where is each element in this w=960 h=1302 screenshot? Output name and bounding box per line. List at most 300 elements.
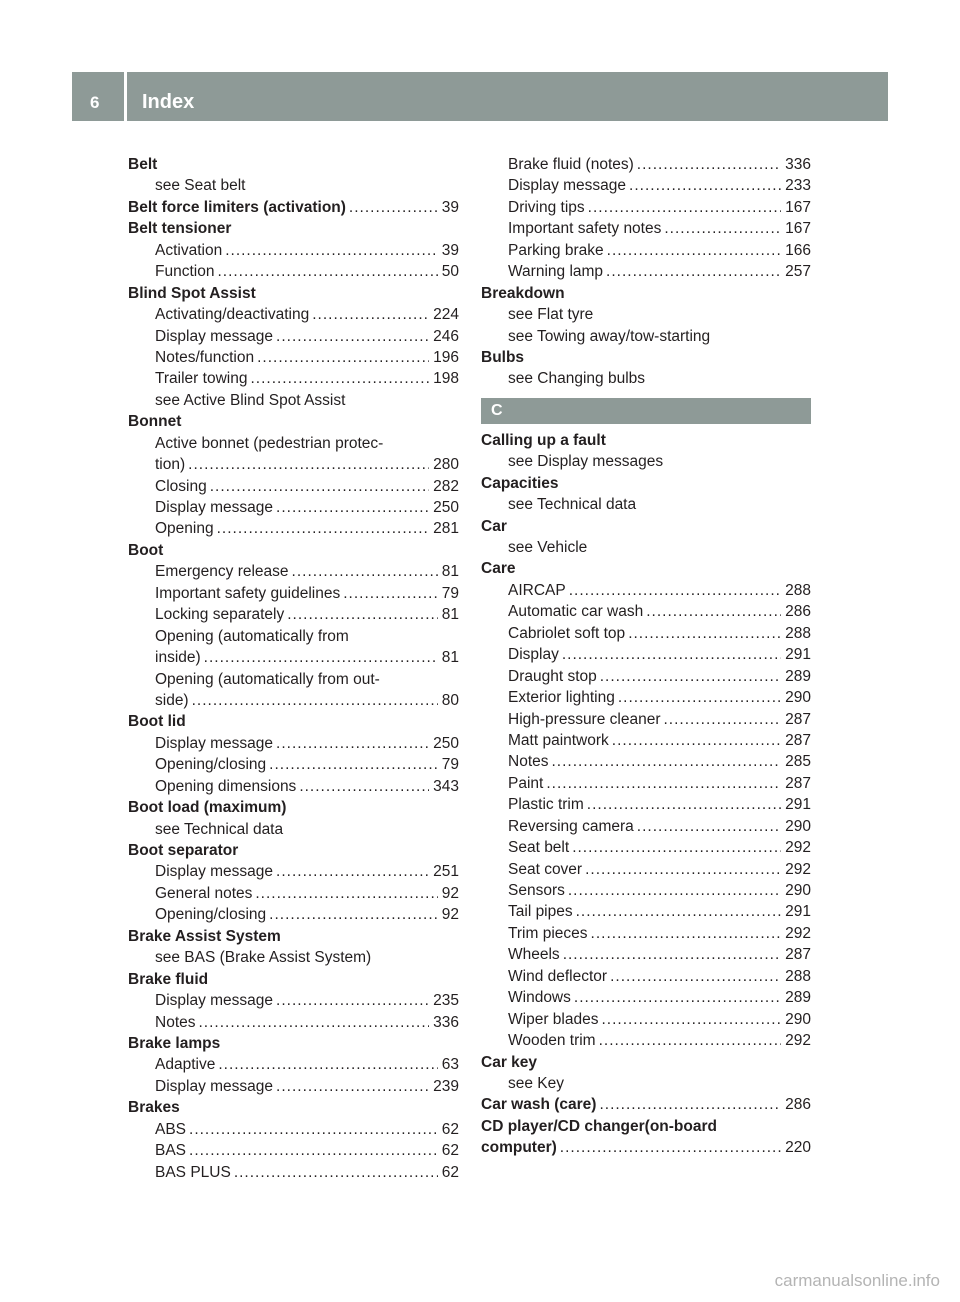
entry-label: Sensors — [508, 882, 565, 899]
entry-label: High-pressure cleaner — [508, 710, 661, 728]
page-reference[interactable]: 287 — [785, 731, 811, 749]
index-heading — [481, 1116, 811, 1137]
entry-label: side) — [155, 691, 189, 709]
dot-leader — [257, 347, 429, 368]
entry-label: Display — [508, 646, 559, 664]
index-subentry[interactable] — [481, 666, 811, 687]
index-subentry[interactable] — [128, 647, 459, 668]
index-subentry[interactable] — [481, 1030, 811, 1051]
entry-label: see Vehicle — [508, 539, 588, 556]
dot-leader — [210, 476, 429, 497]
dot-leader — [217, 261, 437, 282]
entry-label: Calling up a fault — [481, 431, 606, 449]
dot-leader — [276, 861, 429, 882]
page-reference[interactable]: 290 — [785, 817, 811, 835]
entry-label: Locking separately — [155, 606, 285, 624]
dot-leader — [612, 730, 781, 751]
entry-label: Car — [481, 517, 507, 535]
page-reference[interactable]: 288 — [785, 967, 811, 985]
index-heading — [128, 283, 459, 304]
entry-label: Plastic trim — [508, 796, 584, 814]
index-subentry[interactable] — [128, 476, 459, 497]
entry-label: Parking brake — [508, 241, 604, 259]
page-reference[interactable]: 292 — [785, 924, 811, 942]
index-subentry[interactable] — [128, 1140, 459, 1161]
entry-label: Notes/function — [155, 348, 255, 366]
section-letter-header: C — [481, 398, 811, 424]
entry-label: Driving tips — [508, 198, 585, 216]
dot-leader — [587, 794, 781, 815]
index-subentry[interactable] — [481, 816, 811, 837]
dot-leader — [292, 561, 438, 582]
dot-leader — [646, 601, 781, 622]
page-reference[interactable]: 246 — [433, 327, 459, 345]
index-subentry[interactable] — [481, 880, 811, 901]
entry-label: Wind deflector — [508, 967, 608, 985]
header-divider — [124, 72, 127, 121]
entry-label: see BAS (Brake Assist System) — [155, 949, 372, 967]
dot-leader — [276, 733, 429, 754]
dot-leader — [637, 816, 781, 837]
index-heading — [128, 1097, 459, 1118]
page-reference[interactable]: 290 — [785, 882, 811, 899]
index-subentry[interactable] — [481, 944, 811, 965]
entry-label: Bonnet — [128, 413, 182, 431]
dot-leader — [225, 240, 438, 261]
index-subentry[interactable] — [481, 751, 811, 772]
index-subentry[interactable] — [481, 261, 811, 282]
index-subentry[interactable] — [481, 837, 811, 858]
index-subentry[interactable] — [128, 883, 459, 904]
dot-leader — [192, 690, 438, 711]
dot-leader — [629, 175, 781, 196]
entry-label: Activating/deactivating — [155, 306, 310, 324]
dot-leader — [610, 966, 781, 987]
page-reference[interactable]: 336 — [785, 156, 811, 173]
page-reference[interactable]: 289 — [785, 989, 811, 1007]
index-subentry[interactable] — [481, 923, 811, 944]
dot-leader — [189, 1119, 438, 1140]
entry-label: see Display messages — [508, 453, 664, 471]
dot-leader — [600, 666, 781, 687]
dot-leader — [576, 901, 782, 922]
entry-label: Emergency release — [155, 563, 289, 581]
index-heading — [481, 283, 811, 304]
entry-label: Brake fluid — [128, 970, 209, 988]
page-reference[interactable]: 198 — [433, 370, 459, 388]
dot-leader — [276, 497, 429, 518]
page-reference[interactable]: 280 — [433, 456, 459, 474]
entry-label: Important safety guidelines — [155, 584, 341, 602]
entry-label: CD player/CD changer(on-board — [481, 1117, 717, 1135]
page-reference[interactable]: 196 — [433, 348, 459, 366]
dot-leader — [599, 1094, 781, 1115]
entry-label: Care — [481, 560, 516, 578]
page-reference[interactable]: 251 — [433, 863, 459, 881]
entry-label: Tail pipes — [508, 903, 573, 921]
index-column-right — [481, 154, 811, 1159]
dot-leader — [299, 776, 429, 797]
dot-leader — [618, 687, 781, 708]
entry-label: Car wash (care) — [481, 1096, 597, 1114]
entry-label: Opening (automatically from out- — [155, 670, 380, 688]
entry-label: Exterior lighting — [508, 689, 615, 707]
page-reference[interactable]: 62 — [441, 1120, 459, 1138]
entry-label: Boot separator — [128, 842, 239, 859]
index-heading — [481, 473, 811, 494]
entry-label: see Changing bulbs — [508, 370, 646, 388]
page-reference[interactable]: 235 — [433, 992, 459, 1010]
entry-label: Trim pieces — [508, 924, 588, 942]
page-reference[interactable]: 81 — [441, 606, 459, 624]
index-heading — [128, 840, 459, 861]
index-subentry — [128, 175, 459, 196]
index-subentry[interactable] — [481, 794, 811, 815]
page-reference[interactable]: 81 — [441, 649, 459, 667]
entry-label: Opening — [155, 520, 214, 538]
entry-label: Matt paintwork — [508, 731, 609, 749]
entry-label: Wiper blades — [508, 1010, 599, 1028]
page-reference[interactable]: 233 — [785, 177, 811, 195]
dot-leader — [628, 623, 781, 644]
index-heading — [128, 411, 459, 432]
index-subentry[interactable] — [128, 733, 459, 754]
entry-label: Capacities — [481, 474, 559, 492]
index-subentry — [481, 304, 811, 325]
index-heading — [128, 926, 459, 947]
dot-leader — [204, 647, 438, 668]
index-subentry — [128, 947, 459, 968]
entry-label: Boot load (maximum) — [128, 799, 287, 817]
page-reference[interactable]: 166 — [785, 241, 811, 259]
dot-leader — [255, 883, 437, 904]
page-reference[interactable]: 287 — [785, 946, 811, 964]
header-bar — [72, 72, 888, 121]
index-heading — [128, 540, 459, 561]
index-subentry[interactable] — [481, 966, 811, 987]
entry-label: Active bonnet (pedestrian protec- — [155, 434, 384, 452]
page-reference[interactable]: 292 — [785, 839, 811, 857]
page-reference[interactable]: 80 — [441, 691, 459, 709]
entry-label: see Flat tyre — [508, 306, 594, 324]
dot-leader — [664, 218, 781, 239]
page-reference[interactable]: 250 — [433, 734, 459, 752]
dot-leader — [276, 990, 429, 1011]
dot-leader — [287, 604, 438, 625]
dot-leader — [250, 368, 429, 389]
entry-label: General notes — [155, 884, 253, 902]
index-subentry[interactable] — [481, 218, 811, 239]
index-subentry[interactable] — [481, 987, 811, 1008]
page-reference[interactable]: 292 — [785, 860, 811, 878]
index-subentry[interactable] — [128, 561, 459, 582]
index-subentry[interactable] — [128, 776, 459, 797]
index-heading[interactable] — [128, 197, 459, 218]
index-subentry[interactable] — [128, 347, 459, 368]
page-reference[interactable]: 39 — [441, 241, 459, 259]
index-subentry[interactable] — [128, 754, 459, 775]
page-reference[interactable]: 239 — [433, 1077, 459, 1095]
dot-leader — [276, 1076, 429, 1097]
entry-label: Wooden trim — [508, 1032, 596, 1050]
index-subentry[interactable] — [128, 304, 459, 325]
dot-leader — [601, 1009, 781, 1030]
index-subentry[interactable] — [128, 454, 459, 475]
index-subentry[interactable] — [481, 197, 811, 218]
page-reference[interactable]: 220 — [785, 1139, 811, 1157]
page-reference[interactable]: 291 — [785, 903, 811, 921]
index-subentry — [128, 819, 459, 840]
page-number: 6 — [90, 93, 100, 112]
index-heading — [481, 558, 811, 579]
index-heading — [128, 797, 459, 818]
index-subentry[interactable] — [481, 901, 811, 922]
entry-label: Breakdown — [481, 284, 565, 302]
index-subentry[interactable] — [128, 990, 459, 1011]
index-subentry[interactable] — [481, 623, 811, 644]
entry-label: see Technical data — [508, 496, 637, 514]
index-heading — [481, 1052, 811, 1073]
entry-label: Opening (automatically from — [155, 627, 349, 645]
index-subentry — [481, 451, 811, 472]
entry-label: Opening/closing — [155, 756, 267, 774]
entry-label: see Towing away/tow-starting — [508, 327, 711, 345]
page-reference[interactable]: 291 — [785, 796, 811, 814]
dot-leader — [588, 197, 781, 218]
dot-leader — [591, 923, 782, 944]
index-subentry[interactable] — [481, 1009, 811, 1030]
dot-leader — [607, 240, 781, 261]
entry-label: computer) — [481, 1139, 557, 1157]
index-subentry[interactable] — [128, 904, 459, 925]
entry-label: see Seat belt — [155, 177, 246, 195]
index-subentry[interactable] — [128, 604, 459, 625]
index-heading — [128, 1033, 459, 1054]
watermark: carmanualsonline.info — [774, 1271, 940, 1290]
entry-label: Bulbs — [481, 348, 525, 366]
page-reference[interactable]: 288 — [785, 581, 811, 599]
page-reference[interactable]: 92 — [441, 906, 459, 924]
entry-label: Car key — [481, 1053, 538, 1071]
entry-label: Warning lamp — [508, 263, 604, 281]
entry-label: Belt — [128, 156, 158, 173]
page-reference[interactable]: 336 — [433, 1013, 459, 1031]
page-title: Index — [142, 91, 195, 113]
index-subentry[interactable] — [481, 240, 811, 261]
dot-leader — [568, 880, 781, 901]
page-reference[interactable]: 282 — [433, 477, 459, 495]
page-reference[interactable]: 79 — [441, 756, 459, 774]
entry-label: Closing — [155, 477, 207, 495]
index-subentry[interactable] — [128, 1054, 459, 1075]
page-reference[interactable]: 167 — [785, 198, 811, 216]
index-heading — [481, 516, 811, 537]
section-spacer — [481, 390, 811, 398]
index-subentry — [128, 626, 459, 647]
entry-label: Belt tensioner — [128, 220, 232, 238]
entry-label: BAS — [155, 1142, 187, 1160]
index-heading — [128, 154, 459, 175]
page-reference[interactable]: 62 — [441, 1163, 459, 1181]
index-subentry[interactable] — [128, 518, 459, 539]
page-reference[interactable]: 63 — [441, 1056, 459, 1074]
entry-label: Paint — [508, 774, 544, 792]
index-subentry — [128, 390, 459, 411]
dot-leader — [188, 454, 429, 475]
dot-leader — [552, 751, 782, 772]
dot-leader — [664, 709, 782, 730]
index-subentry[interactable] — [128, 326, 459, 347]
index-subentry[interactable] — [481, 859, 811, 880]
dot-leader — [234, 1162, 438, 1183]
page-reference[interactable]: 281 — [433, 520, 459, 538]
page-reference[interactable]: 81 — [441, 563, 459, 581]
page-reference[interactable]: 50 — [441, 263, 459, 281]
index-heading — [481, 430, 811, 451]
entry-label: Brake Assist System — [128, 927, 281, 945]
page-reference[interactable]: 289 — [785, 667, 811, 685]
index-subentry[interactable] — [481, 154, 811, 175]
page-reference[interactable]: 62 — [441, 1142, 459, 1160]
index-heading — [128, 969, 459, 990]
index-subentry[interactable] — [128, 1076, 459, 1097]
dot-leader — [312, 304, 429, 325]
index-heading[interactable] — [481, 1094, 811, 1115]
entry-label: Belt force limiters (activation) — [128, 198, 346, 216]
dot-leader — [572, 837, 781, 858]
dot-leader — [189, 1140, 438, 1161]
index-subentry[interactable] — [128, 497, 459, 518]
page-reference[interactable]: 250 — [433, 499, 459, 516]
entry-label: see Key — [508, 1074, 565, 1092]
entry-label: Seat cover — [508, 860, 583, 878]
index-subentry — [481, 494, 811, 515]
entry-label: Adaptive — [155, 1056, 216, 1074]
entry-label: AIRCAP — [508, 581, 566, 599]
dot-leader — [599, 1030, 782, 1051]
page-reference[interactable]: 286 — [785, 1096, 811, 1114]
index-subentry[interactable] — [481, 580, 811, 601]
index-subentry[interactable] — [481, 175, 811, 196]
page-reference[interactable]: 292 — [785, 1032, 811, 1050]
dot-leader — [217, 518, 430, 539]
entry-label: Automatic car wash — [508, 603, 644, 621]
index-column-left — [128, 154, 459, 1183]
entry-label: Cabriolet soft top — [508, 624, 626, 642]
entry-label: Important safety notes — [508, 220, 662, 238]
entry-label: ABS — [155, 1120, 187, 1138]
index-subentry[interactable] — [128, 240, 459, 261]
entry-label: Boot lid — [128, 713, 186, 731]
entry-label: Function — [155, 263, 215, 281]
entry-label: Notes — [508, 753, 549, 771]
index-subentry[interactable] — [128, 861, 459, 882]
entry-label: Display message — [155, 863, 274, 881]
page-reference[interactable]: 39 — [441, 198, 459, 216]
dot-leader — [637, 154, 781, 175]
entry-label: Display message — [155, 992, 274, 1010]
index-subentry[interactable] — [481, 709, 811, 730]
entry-label: tion) — [155, 456, 186, 474]
dot-leader — [218, 1054, 437, 1075]
index-heading — [128, 218, 459, 239]
entry-label: Display message — [155, 327, 274, 345]
index-subentry[interactable] — [128, 583, 459, 604]
index-subentry — [481, 326, 811, 347]
index-subentry[interactable] — [481, 601, 811, 622]
page-reference[interactable]: 290 — [785, 689, 811, 707]
page-reference[interactable]: 167 — [785, 220, 811, 238]
entry-label: BAS PLUS — [155, 1163, 231, 1181]
page-reference[interactable]: 79 — [441, 584, 459, 602]
entry-label: Windows — [508, 989, 571, 1007]
entry-label: Boot — [128, 541, 164, 559]
entry-label: Brakes — [128, 1099, 180, 1117]
entry-label: Display message — [155, 1077, 274, 1095]
page-reference[interactable]: 287 — [785, 710, 811, 728]
index-subentry[interactable] — [128, 1162, 459, 1183]
index-subentry[interactable] — [481, 730, 811, 751]
dot-leader — [546, 773, 781, 794]
dot-leader — [276, 326, 429, 347]
entry-label: Display message — [508, 177, 627, 195]
index-subentry — [128, 669, 459, 690]
dot-leader — [563, 944, 781, 965]
entry-label: Notes — [155, 1013, 196, 1031]
page-reference[interactable]: 343 — [433, 777, 459, 795]
entry-label: Opening/closing — [155, 906, 267, 924]
entry-label: Draught stop — [508, 667, 597, 685]
entry-label: Blind Spot Assist — [128, 284, 256, 302]
entry-label: Opening dimensions — [155, 777, 297, 795]
index-subentry — [481, 1073, 811, 1094]
index-subentry[interactable] — [481, 687, 811, 708]
index-subentry[interactable] — [481, 773, 811, 794]
entry-label: Seat belt — [508, 839, 570, 857]
entry-label: Activation — [155, 241, 223, 259]
dot-leader — [560, 1137, 781, 1158]
entry-label: Display message — [155, 499, 274, 516]
index-subentry[interactable] — [128, 368, 459, 389]
entry-label: inside) — [155, 649, 201, 667]
index-subentry[interactable] — [128, 261, 459, 282]
page-reference[interactable]: 224 — [433, 306, 459, 324]
page-reference[interactable]: 288 — [785, 624, 811, 642]
page-reference[interactable]: 257 — [785, 263, 811, 281]
dot-leader — [269, 754, 438, 775]
dot-leader — [574, 987, 781, 1008]
entry-label: Wheels — [508, 946, 560, 964]
index-subentry[interactable] — [481, 644, 811, 665]
page-reference[interactable]: 291 — [785, 646, 811, 664]
index-heading[interactable] — [481, 1137, 811, 1158]
entry-label: Brake fluid (notes) — [508, 156, 634, 173]
dot-leader — [343, 583, 438, 604]
entry-label: see Active Blind Spot Assist — [155, 391, 346, 409]
page-reference[interactable]: 285 — [785, 753, 811, 771]
page-reference[interactable]: 286 — [785, 603, 811, 621]
index-subentry[interactable] — [128, 1119, 459, 1140]
index-subentry — [481, 537, 811, 558]
page-reference[interactable]: 290 — [785, 1010, 811, 1028]
index-subentry — [481, 368, 811, 389]
entry-label: Display message — [155, 734, 274, 752]
page-reference[interactable]: 287 — [785, 774, 811, 792]
index-subentry[interactable] — [128, 1012, 459, 1033]
index-subentry[interactable] — [128, 690, 459, 711]
page-reference[interactable]: 92 — [441, 884, 459, 902]
dot-leader — [606, 261, 781, 282]
